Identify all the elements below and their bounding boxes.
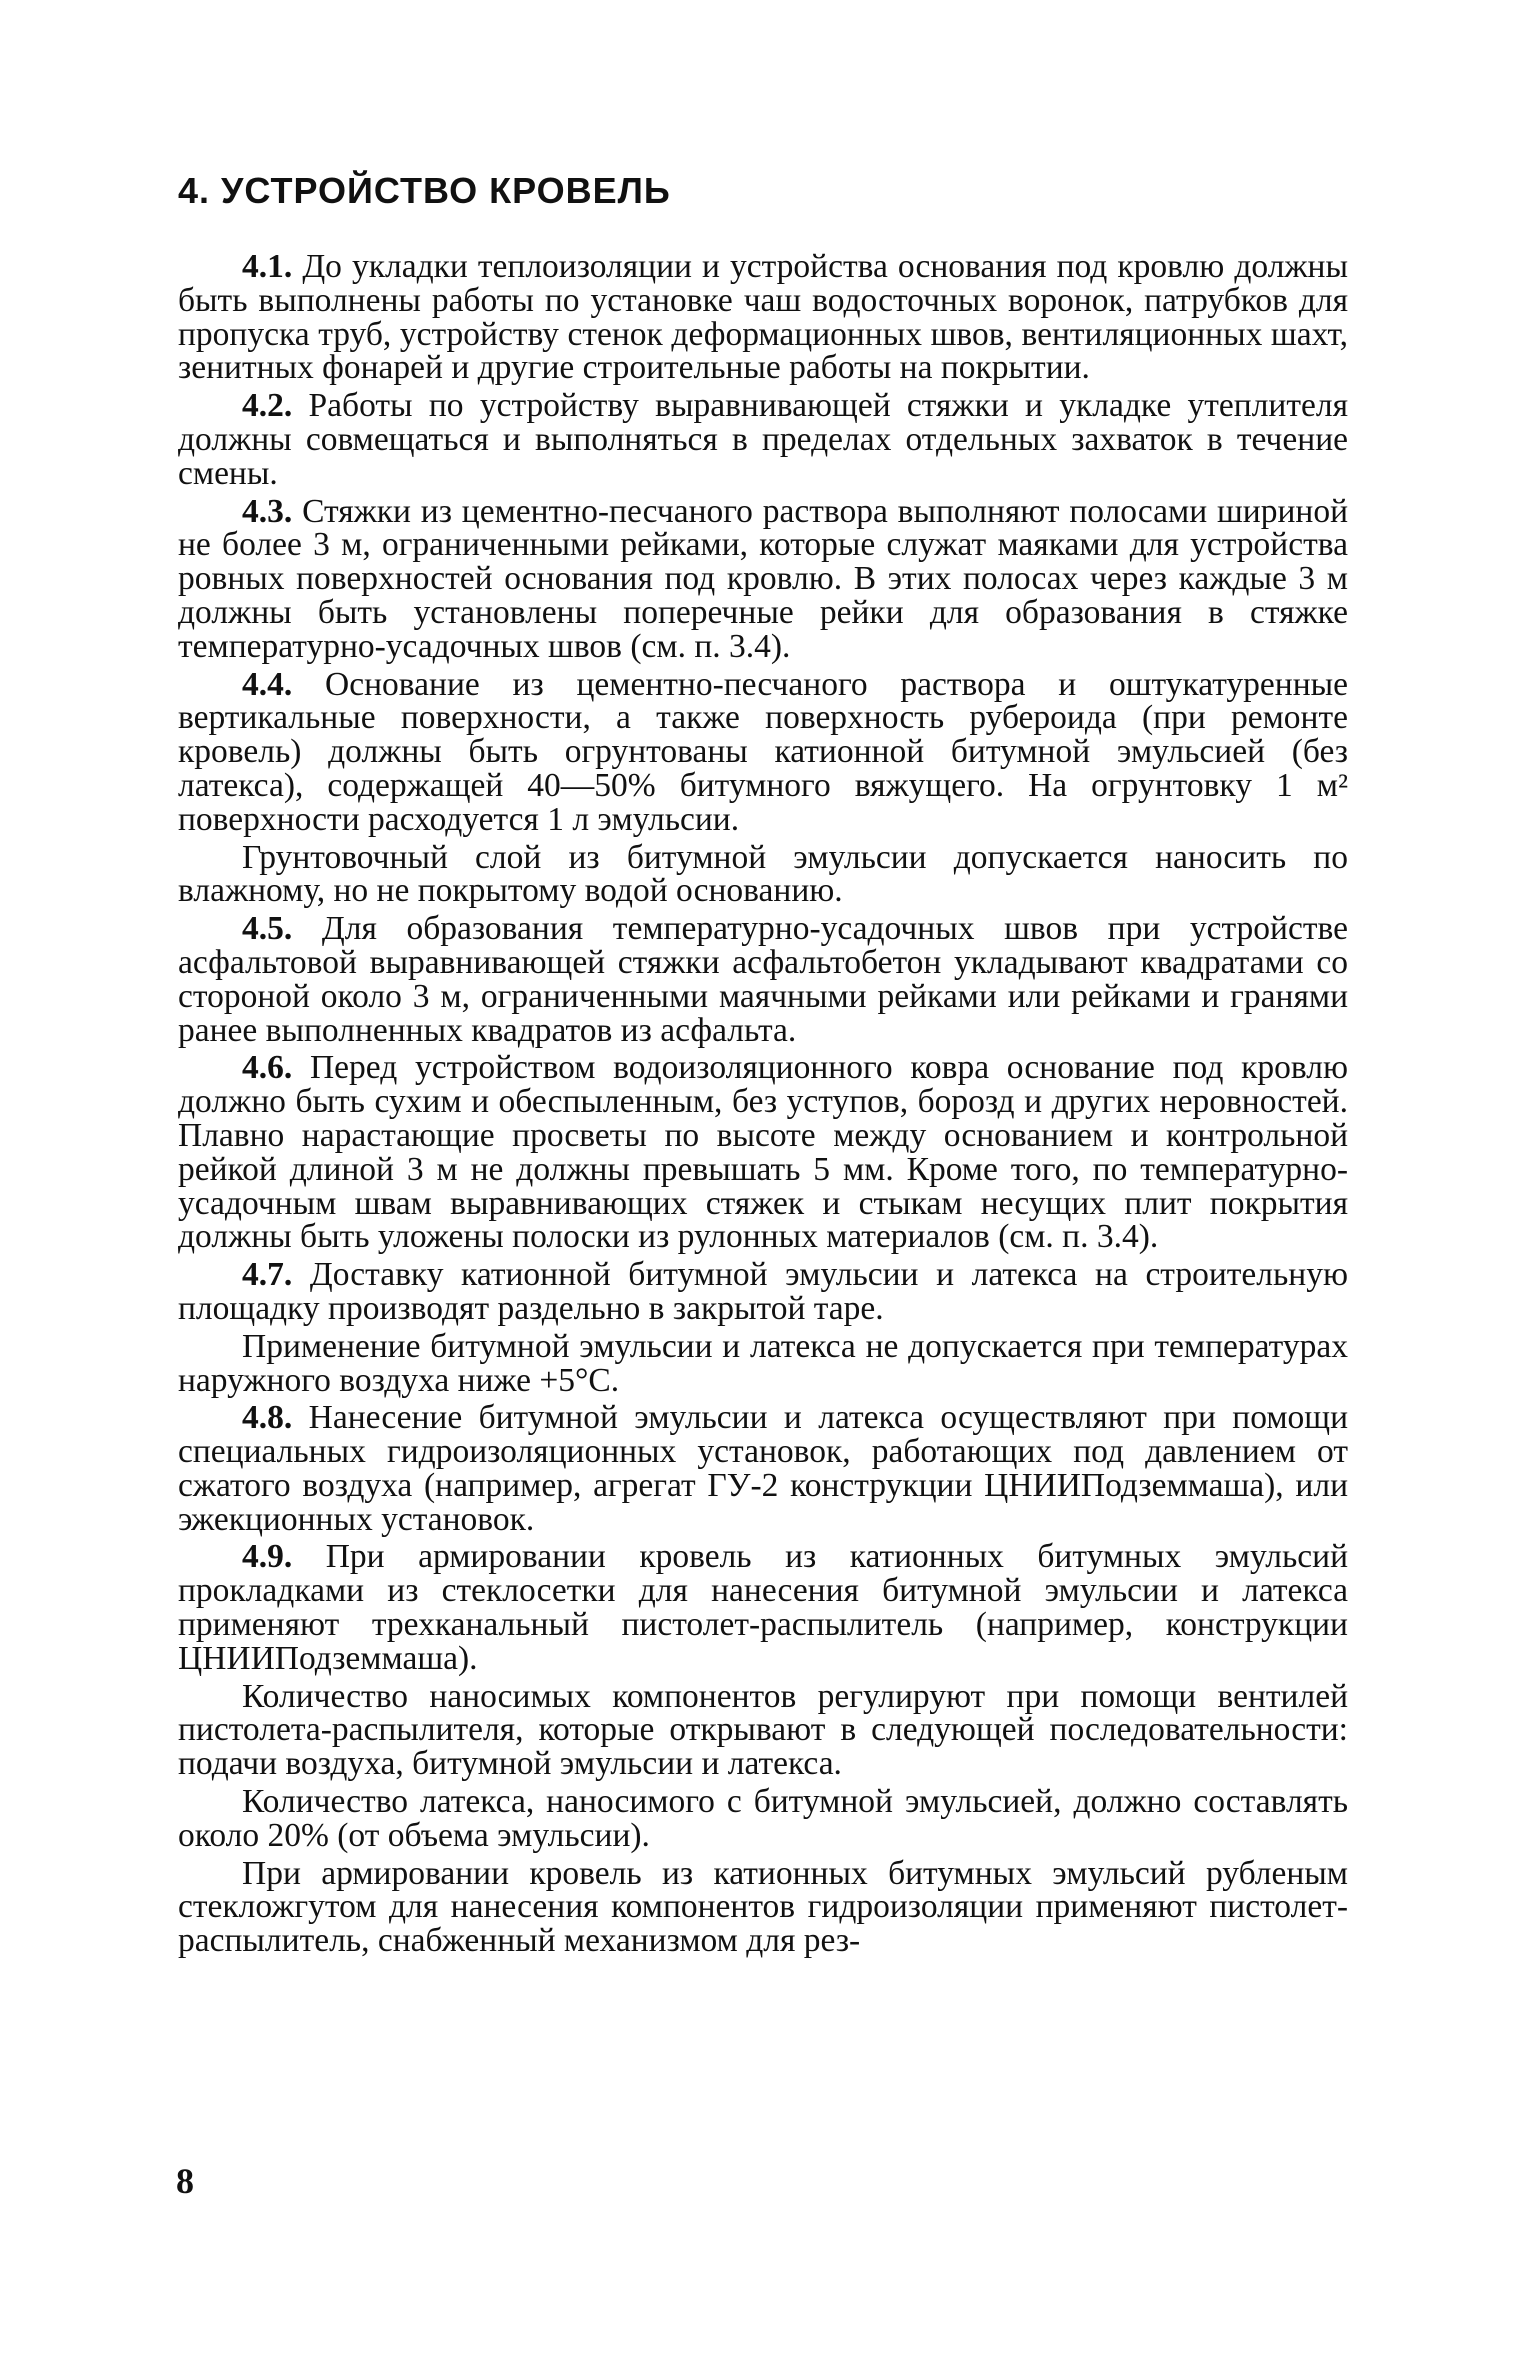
paragraph-text: Для образования температурно-усадочных швов при устройстве асфальтовой выравнивающей стяжки асфальтобетон укладывают квадратами со стороной около 3 м, ограниченными маячными рейками или рейками и гранями ранее выполненных квадратов из асфальта. bbox=[178, 910, 1348, 1049]
paragraph-number: 4.2. bbox=[242, 387, 293, 425]
paragraph-4-5 bbox=[178, 912, 1348, 1047]
paragraph-4-3 bbox=[178, 492, 1348, 665]
paragraph-text: До укладки теплоизоляции и устройства основания под кровлю должны быть выполнены работы по установке чаш водосточных воронок, патрубков для пропуска труб, устройству стенок деформационных швов, вентиляционных шахт, зенитных фонарей и другие строительные работы на покрытии. bbox=[178, 248, 1348, 387]
paragraph-4-9-valves-note bbox=[178, 1677, 1348, 1783]
paragraph-4-8 bbox=[178, 1401, 1348, 1536]
paragraph-text: Стяжки из цементно-песчаного раствора выполняют полосами шириной не более 3 м, ограниченными рейками, которые служат маяками для устройства ровных поверхностей основания под кровлю. В этих полосах через каждые 3 м должны быть установлены поперечные рейки для образования в стяжке температурно-усадочных швов (см. п. 3.4). bbox=[178, 492, 1348, 665]
section-body bbox=[178, 250, 1348, 1958]
paragraph-text: Работы по устройству выравнивающей стяжки и укладке утеплителя должны совмещаться и выполняться в пределах отдельных захваток в течение смены. bbox=[178, 387, 1348, 492]
paragraph-4-7-temperature-note bbox=[178, 1327, 1348, 1399]
paragraph-number: 4.3. bbox=[242, 492, 293, 530]
paragraph-4-9 bbox=[178, 1540, 1348, 1675]
paragraph-number: 4.1. bbox=[242, 248, 293, 285]
page-number: 8 bbox=[176, 2161, 194, 2201]
paragraph-number: 4.7. bbox=[242, 1256, 293, 1294]
paragraph-4-4-primer-note bbox=[178, 838, 1348, 910]
paragraph-4-7 bbox=[178, 1258, 1348, 1326]
paragraph-text: При армировании кровель из катионных битумных эмульсий рубленым стекложгутом для нанесения компонентов гидроизоляции применяют пистолет-распылитель, снабженный механизмом для рез- bbox=[178, 1854, 1348, 1960]
paragraph-text: Грунтовочный слой из битумной эмульсии допускается наносить по влажному, но не покрытому водой основанию. bbox=[178, 838, 1348, 910]
paragraph-text: Нанесение битумной эмульсии и латекса осуществляют при помощи специальных гидроизоляционных установок, работающих под давлением от сжатого воздуха (например, агрегат ГУ-2 конструкции ЦНИИПодземмаша), или эжекционных установок. bbox=[178, 1399, 1349, 1538]
paragraph-number: 4.5. bbox=[242, 910, 293, 948]
paragraph-text: Количество наносимых компонентов регулируют при помощи вентилей пистолета-распылителя, которые открывают в следующей последовательности: подачи воздуха, битумной эмульсии и латекса. bbox=[178, 1677, 1348, 1783]
paragraph-4-6 bbox=[178, 1051, 1348, 1254]
paragraph-text: При армировании кровель из катионных битумных эмульсий прокладками из стеклосетки для нанесения битумной эмульсии и латекса применяют трехканальный пистолет-распылитель (например, конструкции ЦНИИПодземмаша). bbox=[178, 1538, 1349, 1677]
paragraph-text: Доставку катионной битумной эмульсии и латекса на строительную площадку производят раздельно в закрытой таре. bbox=[178, 1256, 1348, 1327]
paragraph-4-9-latex-note bbox=[178, 1785, 1348, 1853]
paragraph-text: Применение битумной эмульсии и латекса не допускается при температурах наружного воздуха ниже +5°С. bbox=[178, 1327, 1348, 1399]
paragraph-number: 4.9. bbox=[242, 1538, 293, 1576]
paragraph-text: Перед устройством водоизоляционного ковра основание под кровлю должно быть сухим и обеспыленным, без уступов, борозд и других неровностей. Плавно нарастающие просветы по высоте между основанием и контрольной рейкой длиной 3 м не должны превышать 5 мм. Кроме того, по температурно-усадочным швам выравнивающих стяжек и стыкам несущих плит покрытия должны быть уложены полоски из рулонных материалов (см. п. 3.4). bbox=[178, 1049, 1348, 1256]
paragraph-number: 4.6. bbox=[242, 1049, 293, 1087]
paragraph-4-9-fiberglass-note bbox=[178, 1854, 1348, 1960]
section-heading: 4. УСТРОЙСТВО КРОВЕЛЬ bbox=[178, 170, 671, 211]
paragraph-4-4 bbox=[178, 665, 1349, 838]
paragraph-number: 4.4. bbox=[242, 665, 293, 703]
paragraph-4-1 bbox=[178, 250, 1348, 385]
paragraph-4-2 bbox=[178, 389, 1348, 490]
paragraph-text: Количество латекса, наносимого с битумной эмульсией, должно составлять около 20% (от объема эмульсии). bbox=[178, 1783, 1348, 1854]
paragraph-text: Основание из цементно-песчаного раствора и оштукатуренные вертикальные поверхности, а также поверхность рубероида (при ремонте кровель) должны быть огрунтованы катионной битумной эмульсией (без латекса), содержащей 40—50% битумного вяжущего. На огрунтовку 1 м² поверхности расходуется 1 л эмульсии. bbox=[178, 665, 1349, 838]
paragraph-number: 4.8. bbox=[242, 1399, 293, 1437]
